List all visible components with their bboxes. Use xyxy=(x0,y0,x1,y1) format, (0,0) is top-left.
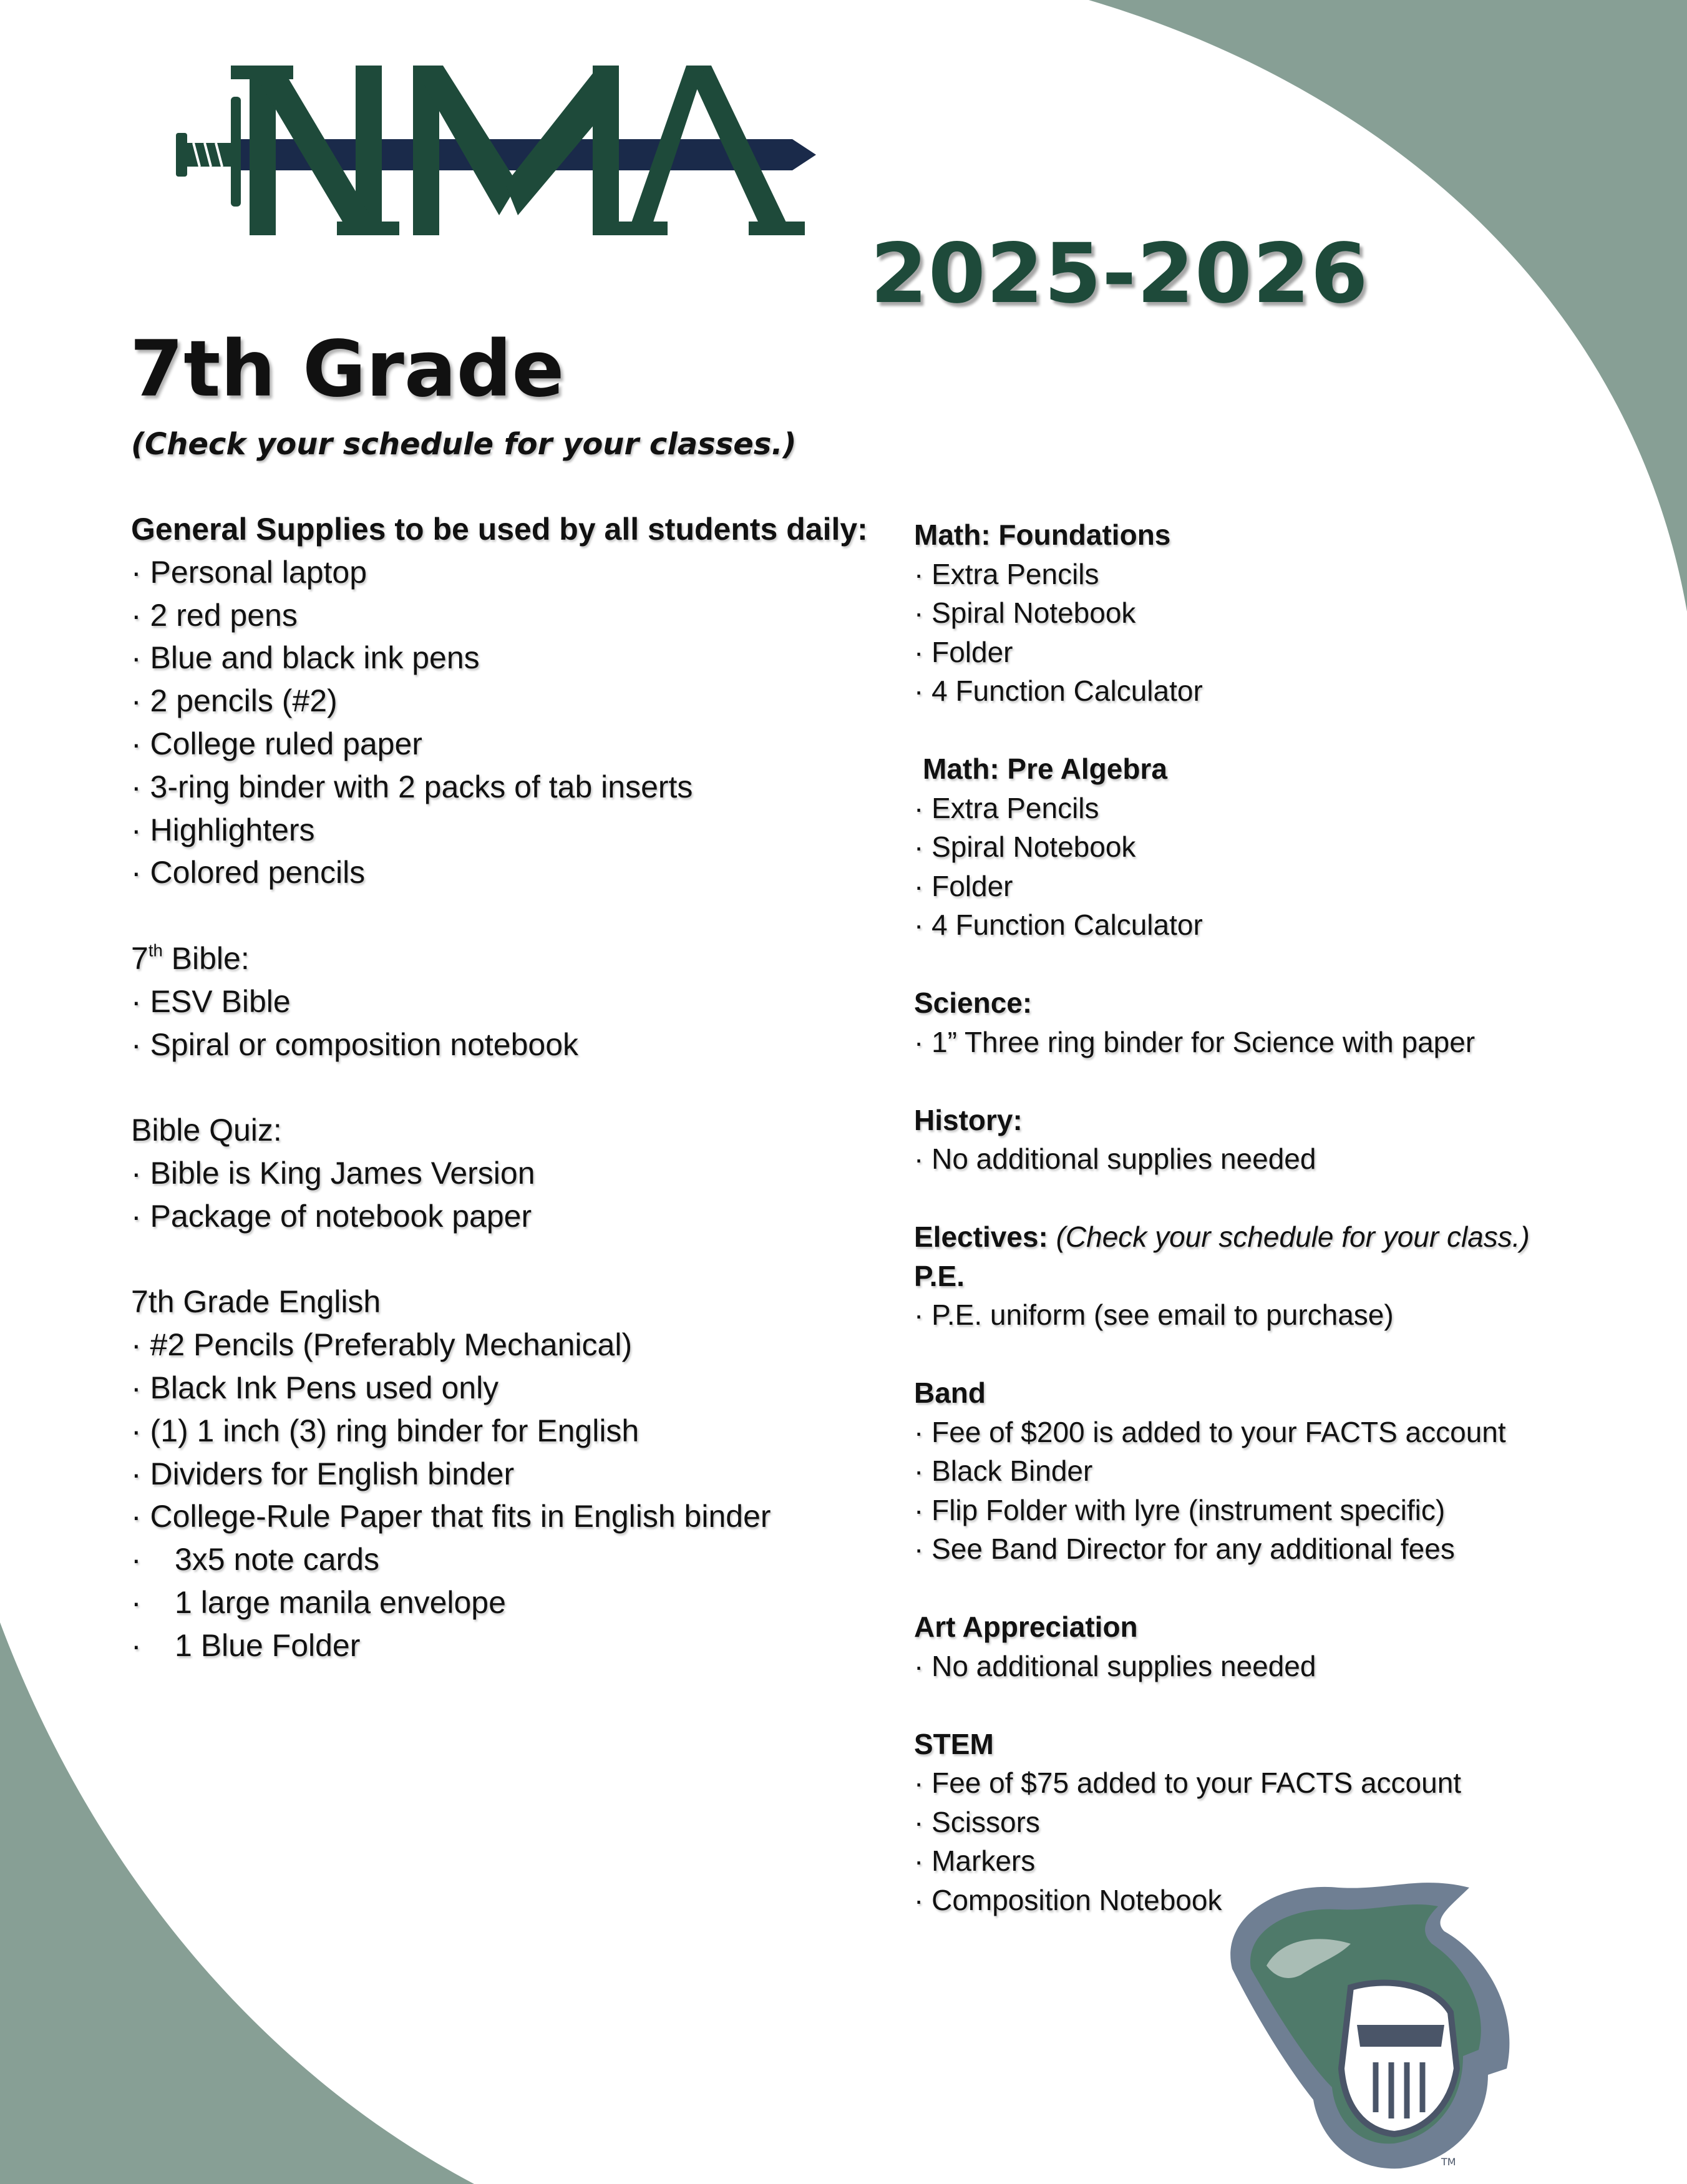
bible-quiz-title: Bible Quiz: xyxy=(131,1113,282,1148)
list-item: · 1” Three ring binder for Science with paper xyxy=(914,1025,1476,1058)
bible-title: 7th Bible: xyxy=(131,940,250,976)
math-foundations-title: Math: Foundations xyxy=(914,519,1171,551)
art-title: Art Appreciation xyxy=(914,1611,1138,1643)
list-item: · Spiral Notebook xyxy=(914,597,1136,629)
list-item: · Highlighters xyxy=(131,812,315,847)
list-item: · Spiral or composition notebook xyxy=(131,1026,579,1062)
list-item: · P.E. uniform (see email to purchase) xyxy=(914,1299,1394,1331)
list-item: · Markers xyxy=(914,1845,1036,1877)
list-item: · 2 red pens xyxy=(131,597,298,633)
list-item: · (1) 1 inch (3) ring binder for English xyxy=(131,1413,639,1448)
electives-heading: Electives: (Check your schedule for your class.) xyxy=(914,1221,1530,1253)
list-item: · 1 large manila envelope xyxy=(131,1584,506,1620)
list-item: · #2 Pencils (Preferably Mechanical) xyxy=(131,1327,633,1363)
school-year: 2025-2026 xyxy=(870,226,1369,322)
list-item: · College ruled paper xyxy=(131,726,422,761)
stem-title: STEM xyxy=(914,1727,994,1760)
list-item: · No additional supplies needed xyxy=(914,1649,1316,1682)
trademark-mark: TM xyxy=(1441,2156,1456,2168)
list-item: · Extra Pencils xyxy=(914,557,1099,590)
list-item: · Extra Pencils xyxy=(914,791,1099,824)
pre-algebra-title: Math: Pre Algebra xyxy=(923,753,1167,785)
list-item: · 1 Blue Folder xyxy=(131,1627,361,1663)
list-item: · No additional supplies needed xyxy=(914,1143,1316,1175)
bottom-left-curve xyxy=(0,1622,474,2184)
list-item: · Bible is King James Version xyxy=(131,1155,535,1191)
list-item: · Fee of $75 added to your FACTS account xyxy=(914,1767,1462,1799)
list-item: · ESV Bible xyxy=(131,983,291,1019)
nma-logo xyxy=(168,59,830,246)
list-item: · Black Ink Pens used only xyxy=(131,1370,499,1405)
page-title: 7th Grade xyxy=(130,324,565,414)
list-item: · 4 Function Calculator xyxy=(914,909,1203,941)
english-title: 7th Grade English xyxy=(131,1284,381,1320)
list-item: · Spiral Notebook xyxy=(914,831,1136,863)
list-item: · 3x5 note cards xyxy=(131,1542,379,1577)
list-item: · Black Binder xyxy=(914,1455,1093,1487)
band-title: Band xyxy=(914,1377,986,1409)
list-item: · College-Rule Paper that fits in English binder xyxy=(131,1499,771,1534)
list-item: · Package of notebook paper xyxy=(131,1198,532,1234)
list-item: · Fee of $200 is added to your FACTS account xyxy=(914,1415,1506,1448)
general-supplies-title: General Supplies to be used by all students daily: xyxy=(131,512,868,547)
list-item: · Folder xyxy=(914,635,1013,668)
list-item: · 2 pencils (#2) xyxy=(131,683,338,719)
list-item: · Dividers for English binder xyxy=(131,1456,515,1491)
list-item: · Blue and black ink pens xyxy=(131,640,480,676)
list-item: · 3-ring binder with 2 packs of tab inserts xyxy=(131,769,693,804)
history-title: History: xyxy=(914,1103,1023,1136)
schedule-note: (Check your schedule for your classes.) xyxy=(131,427,797,462)
right-column xyxy=(914,515,1663,1919)
list-item: · See Band Director for any additional fees xyxy=(914,1533,1455,1565)
list-item: · Scissors xyxy=(914,1805,1040,1838)
list-item: · Flip Folder with lyre (instrument specific) xyxy=(914,1493,1446,1526)
science-title: Science: xyxy=(914,987,1033,1019)
list-item: · Composition Notebook xyxy=(914,1883,1222,1916)
list-item: · Folder xyxy=(914,869,1013,902)
knight-helmet-icon xyxy=(1195,1863,1519,2175)
list-item: · Colored pencils xyxy=(131,855,366,890)
list-item: · 4 Function Calculator xyxy=(914,675,1203,707)
left-column xyxy=(131,508,911,1667)
pe-title: P.E. xyxy=(914,1259,965,1292)
list-item: · Personal laptop xyxy=(131,554,367,590)
